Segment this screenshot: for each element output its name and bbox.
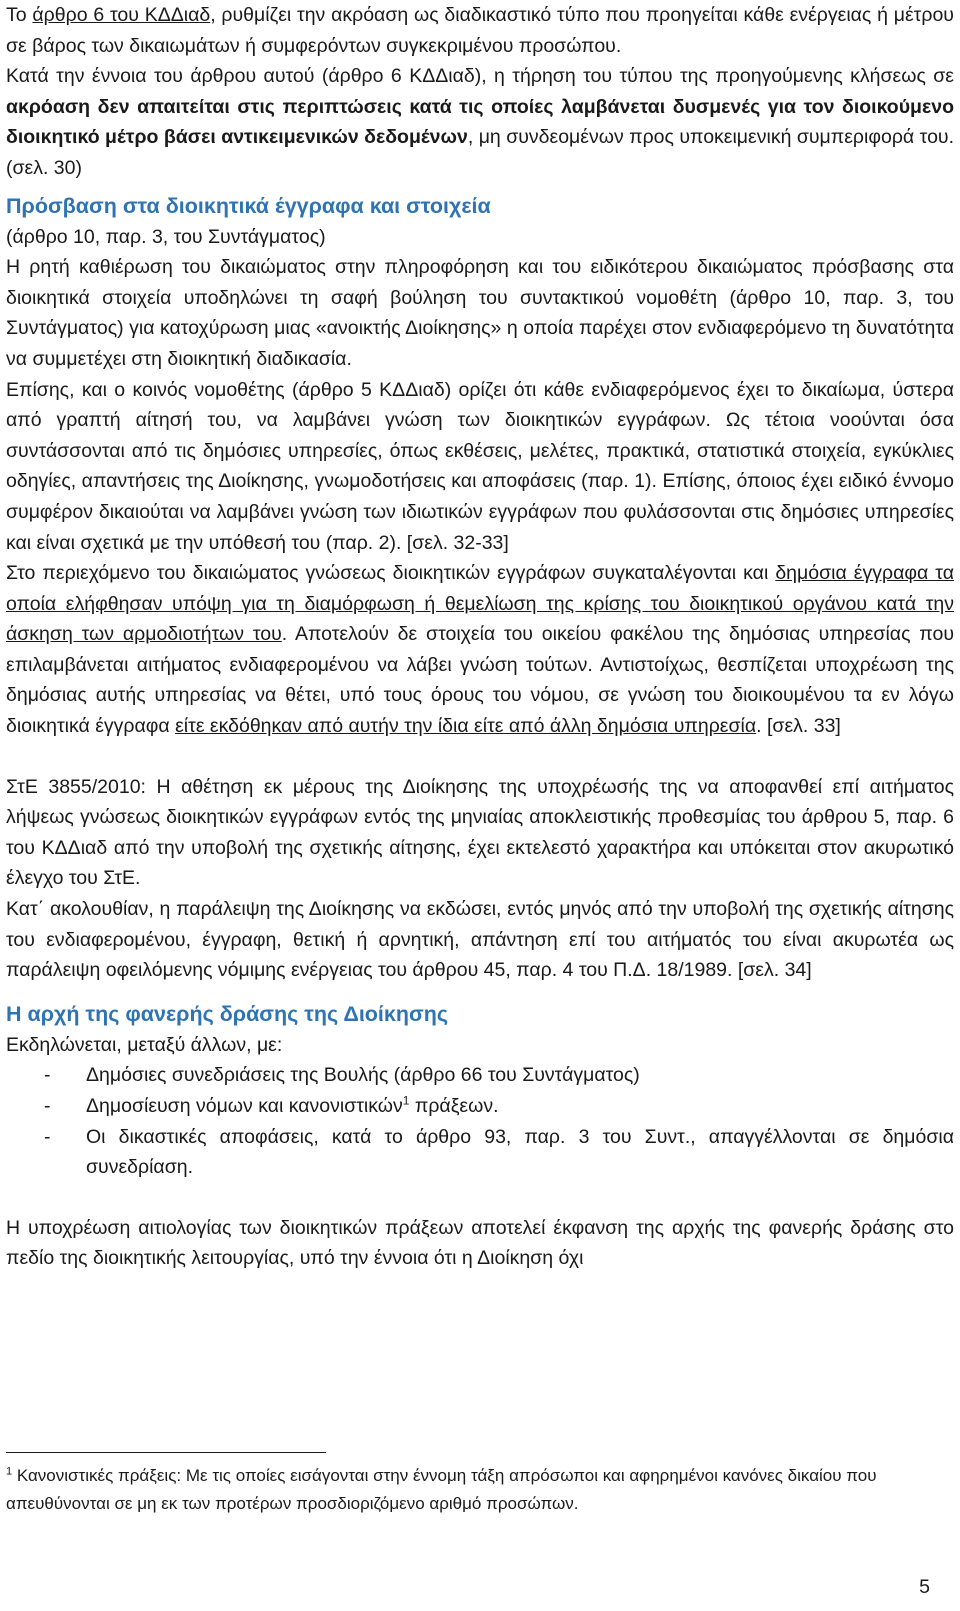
section-subtitle: (άρθρο 10, παρ. 3, του Συντάγματος) <box>6 225 326 248</box>
document-body <box>6 0 954 1274</box>
intro-paragraph-2: Κατά την έννοια του άρθρου αυτού (άρθρο 6 ΚΔΔιαδ), η τήρηση του τύπου της προηγούμενης κλήσεως σε ακρόαση δεν απαιτείται στις περιπτώσεις κατά τις οποίες λαμβάνεται δυσμενές για τον διοικούμενο διοικητικό μέτρο βάσει αντικειμενικών δεδομένων, μη συνδεομένων προς υποκειμενική συμπεριφορά του. (σελ. 30) <box>6 65 954 179</box>
access-paragraph-3: Στο περιεχόμενο του δικαιώματος γνώσεως διοικητικών εγγράφων συγκαταλέγονται και δημόσια έγγραφα τα οποία ελήφθησαν υπόψη για τη διαμόρφωση ή θεμελίωση της κρίσης του διοικητικού οργάνου κατά την άσκηση των αρμοδιοτήτων του. Αποτελούν δε στοιχεία του οικείου φακέλου της δημόσιας υπηρεσίας που επιλαμβάνεται αιτήματος ενδιαφερομένου να λάβει γνώση τούτων. Αντιστοίχως, θεσπίζεται υποχρέωση της δημόσιας αυτής υπηρεσίας να θέτει, υπό τους όρους του νόμου, σε γνώση του διοικουμένου τα εν λόγω διοικητικά έγγραφα είτε εκδόθηκαν από αυτήν την ίδια είτε από άλλη δημόσια υπηρεσία. [σελ. 33] <box>6 562 955 738</box>
bold-emphasis: ακρόαση δεν απαιτείται στις περιπτώσεις κατά τις οποίες λαμβάνεται δυσμενές για τον διοικούμενο διοικητικό μέτρο βάσει αντικειμενικών δεδομένων <box>6 95 954 149</box>
footnote-marker: 1 <box>6 1465 13 1478</box>
article-6-link[interactable]: άρθρο 6 του ΚΔΔιαδ <box>32 4 211 26</box>
paragraph-gap <box>6 1183 954 1213</box>
dash-marker: - <box>44 1095 51 1117</box>
intro-paragraph-1: Το άρθρο 6 του ΚΔΔιαδ, ρυθμίζει την ακρόαση ως διαδικαστικό τύπο που προηγείται κάθε ενέργειας ή μέτρου σε βάρος των δικαιωμάτων ή συμφερόντων συγκεκριμένου προσώπου. <box>6 4 954 57</box>
underlined-phrase-2: είτε εκδόθηκαν από αυτήν την ίδια είτε από άλλη δημόσια υπηρεσία <box>175 715 757 738</box>
section-heading-access: Πρόσβαση στα διοικητικά έγγραφα και στοιχεία <box>6 193 491 218</box>
access-paragraph-1: Η ρητή καθιέρωση του δικαιώματος στην πληροφόρηση και του ειδικότερου δικαιώματος πρόσβασης στα διοικητικά στοιχεία υποδηλώνει τη σαφή βούληση του συντακτικού νομοθέτη (άρθρο 10, παρ. 3, του Συντάγματος) για κατοχύρωση μιας «ανοικτής Διοίκησης» η οποία παρέχει στον ενδιαφερόμενο τη δυνατότητα να συμμετέχει στη διοικητική διαδικασία. <box>6 256 954 370</box>
transparency-list <box>6 1060 954 1182</box>
footnote: $^1$ Κανονιστικές πράξεις: Με τις οποίες εισάγονται στην έννομη τάξη απρόσωποι και αφηρημένοι κανόνες δικαίου που απευθύνονται σε μη εκ των προτέρων προσδιοριζόμενο αριθμό προσώπων. <box>6 1465 877 1513</box>
section-heading-transparency: Η αρχή της φανερής δράσης της Διοίκησης <box>6 1001 449 1026</box>
list-item: - Δημόσιες συνεδριάσεις της Βουλής (άρθρο 66 του Συντάγματος) <box>6 1060 954 1091</box>
transparency-intro: Εκδηλώνεται, μεταξύ άλλων, με: <box>6 1033 283 1056</box>
list-item: - Δημοσίευση νόμων και κανονιστικών$^1$ πράξεων. <box>6 1091 954 1122</box>
underlined-phrase-1: δημόσια έγγραφα τα οποία ελήφθησαν υπόψη για τη διαμόρφωση ή θεμελίωση της κρίσης του διοικητικού οργάνου κατά την άσκηση των αρμοδιοτήτων του <box>6 562 955 646</box>
dash-marker: - <box>44 1064 51 1087</box>
consequence-paragraph: Κατ΄ ακολουθίαν, η παράλειψη της Διοίκησης να εκδώσει, εντός μηνός από την υποβολή της σχετικής αίτησης του ενδιαφερομένου, έγγραφη, θετική ή αρνητική, απάντηση επί του αιτήματός του είναι ακυρωτέα ως παράλειψη οφειλόμενης νόμιμης ενέργειας του άρθρου 45, παρ. 4 του Π.Δ. 18/1989. [σελ. 34] <box>6 898 954 982</box>
list-item: - Οι δικαστικές αποφάσεις, κατά το άρθρο 93, παρ. 3 του Συντ., απαγγέλλονται σε δημόσια συνεδρίαση. <box>6 1122 954 1183</box>
dash-marker: - <box>44 1125 51 1148</box>
final-paragraph: Η υποχρέωση αιτιολογίας των διοικητικών πράξεων αποτελεί έκφανση της αρχής της φανερής δράσης στο πεδίο της διοικητικής λειτουργίας, υπό την έννοια ότι η Διοίκηση όχι <box>6 1216 954 1270</box>
footnote-separator <box>6 1452 326 1453</box>
page-number: 5 <box>919 1576 930 1598</box>
access-paragraph-2: Επίσης, και ο κοινός νομοθέτης (άρθρο 5 ΚΔΔιαδ) ορίζει ότι κάθε ενδιαφερόμενος έχει το δικαίωμα, ύστερα από γραπτή αίτησή του, να λαμβάνει γνώση των διοικητικών εγγράφων. Ως τέτοια νοούνται όσα συντάσσονται από τις δημόσιες υπηρεσίες, όπως εκθέσεις, μελέτες, πρακτικά, στατιστικά στοιχεία, εγκύκλιες οδηγίες, απαντήσεις της Διοίκησης, γνωμοδοτήσεις και αποφάσεις (παρ. 1). Επίσης, όποιος έχει ειδικό έννομο συμφέρον δικαιούται να λαμβάνει γνώση των ιδιωτικών εγγράφων που φυλάσσονται στις δημόσιες υπηρεσίες και είναι σχετικά με την υπόθεσή του (παρ. 2). [σελ. 32-33] <box>6 378 954 554</box>
footnote-reference[interactable]: 1 <box>402 1093 410 1108</box>
paragraph-gap <box>6 742 954 772</box>
case-law-paragraph: ΣτΕ 3855/2010: Η αθέτηση εκ μέρους της Διοίκησης της υποχρέωσής της να αποφανθεί επί αιτήματος λήψεως γνώσεως διοικητικών εγγράφων εντός της μηνιαίας αποκλειστικής προθεσμίας του άρθρου 5, παρ. 6 του ΚΔΔιαδ από την υποβολή της σχετικής αίτησης, έχει εκτελεστό χαρακτήρα και υπόκειται στον ακυρωτικό έλεγχο του ΣτΕ. <box>6 775 954 890</box>
